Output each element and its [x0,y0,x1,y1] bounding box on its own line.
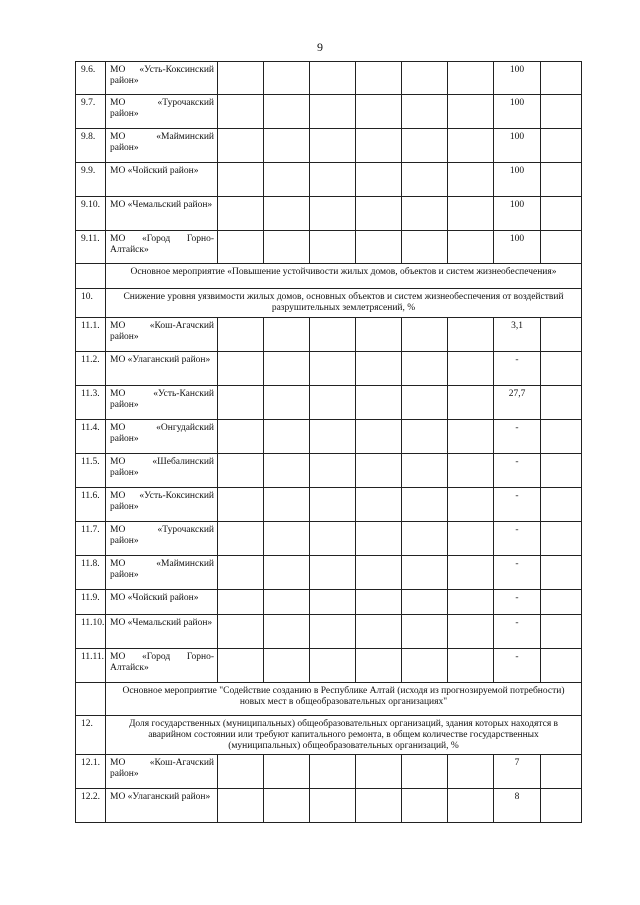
row-number: 12.1. [76,755,106,789]
empty-cell [448,789,494,823]
empty-cell [218,163,264,197]
empty-cell [356,522,402,556]
table-row [76,95,582,129]
table-row [76,197,582,231]
municipality-name: МО «Чемальский район» [106,197,218,231]
empty-cell [356,129,402,163]
municipality-name: МО «Усть-Канский район» [106,386,218,420]
row-number: 10. [76,289,106,318]
table-row [76,454,582,488]
empty-cell [402,649,448,683]
empty-cell [448,163,494,197]
municipality-name: МО «Кош-Агачский район» [106,318,218,352]
table-row [76,615,582,649]
empty-cell [402,197,448,231]
empty-cell [264,649,310,683]
row-number: 9.6. [76,62,106,95]
row-number [76,683,106,716]
empty-cell [402,615,448,649]
empty-cell [541,420,582,454]
empty-cell [356,62,402,95]
target-value: 27,7 [494,386,541,420]
row-number: 11.10. [76,615,106,649]
municipality-name: МО «Чойский район» [106,163,218,197]
empty-cell [356,755,402,789]
empty-cell [448,62,494,95]
section-header-row [76,289,582,318]
target-value: - [494,454,541,488]
empty-cell [448,420,494,454]
row-number: 9.11. [76,231,106,264]
table-row [76,755,582,789]
municipality-name: МО «Город Горно-Алтайск» [106,649,218,683]
empty-cell [541,590,582,615]
table-row [76,420,582,454]
municipality-name: МО «Улаганский район» [106,789,218,823]
target-value: - [494,615,541,649]
empty-cell [356,386,402,420]
empty-cell [402,95,448,129]
empty-cell [402,318,448,352]
empty-cell [310,615,356,649]
empty-cell [264,556,310,590]
table-row [76,163,582,197]
empty-cell [218,352,264,386]
empty-cell [218,755,264,789]
empty-cell [448,352,494,386]
empty-cell [264,386,310,420]
municipality-name: МО «Кош-Агачский район» [106,755,218,789]
row-number: 11.2. [76,352,106,386]
municipality-name: МО «Улаганский район» [106,352,218,386]
empty-cell [541,231,582,264]
row-number: 12.2. [76,789,106,823]
empty-cell [402,556,448,590]
municipality-name: МО «Шебалинский район» [106,454,218,488]
empty-cell [356,488,402,522]
row-number: 9.7. [76,95,106,129]
empty-cell [541,615,582,649]
empty-cell [218,454,264,488]
row-number: 11.5. [76,454,106,488]
empty-cell [218,488,264,522]
empty-cell [541,789,582,823]
municipality-name: МО «Чемальский район» [106,615,218,649]
empty-cell [264,522,310,556]
empty-cell [264,163,310,197]
empty-cell [218,318,264,352]
empty-cell [264,488,310,522]
row-number: 11.9. [76,590,106,615]
empty-cell [402,352,448,386]
empty-cell [402,129,448,163]
empty-cell [448,649,494,683]
empty-cell [218,231,264,264]
table-row [76,556,582,590]
empty-cell [448,755,494,789]
empty-cell [448,615,494,649]
empty-cell [310,62,356,95]
row-number: 9.8. [76,129,106,163]
section-title: Основное мероприятие «Повышение устойчивости жилых домов, объектов и систем жизнеобеспечения» [106,264,582,289]
row-number: 9.9. [76,163,106,197]
empty-cell [264,231,310,264]
empty-cell [356,556,402,590]
empty-cell [310,789,356,823]
empty-cell [310,129,356,163]
target-value: 100 [494,62,541,95]
empty-cell [218,129,264,163]
empty-cell [448,318,494,352]
empty-cell [264,615,310,649]
target-value: - [494,649,541,683]
row-number: 11.6. [76,488,106,522]
empty-cell [310,420,356,454]
empty-cell [264,197,310,231]
target-value: - [494,556,541,590]
target-value: - [494,522,541,556]
empty-cell [356,163,402,197]
row-number: 9.10. [76,197,106,231]
empty-cell [310,95,356,129]
empty-cell [218,556,264,590]
empty-cell [356,352,402,386]
table-row [76,488,582,522]
empty-cell [448,95,494,129]
empty-cell [402,163,448,197]
empty-cell [310,163,356,197]
empty-cell [218,95,264,129]
row-number [76,264,106,289]
empty-cell [356,197,402,231]
empty-cell [310,352,356,386]
municipality-name: МО «Чойский район» [106,590,218,615]
row-number: 11.3. [76,386,106,420]
table-row [76,231,582,264]
table-row [76,62,582,95]
table-row [76,590,582,615]
municipality-name: МО «Город Горно-Алтайск» [106,231,218,264]
empty-cell [448,522,494,556]
empty-cell [448,556,494,590]
empty-cell [402,755,448,789]
table-row [76,318,582,352]
empty-cell [218,615,264,649]
empty-cell [448,129,494,163]
target-value: - [494,488,541,522]
empty-cell [402,231,448,264]
section-title: Основное мероприятие "Содействие созданию в Республике Алтай (исходя из прогнозируемой потребности) новых мест в общеобразовательных организациях" [106,683,582,716]
row-number: 12. [76,716,106,755]
empty-cell [356,649,402,683]
empty-cell [541,163,582,197]
empty-cell [356,615,402,649]
municipality-name: МО «Майминский район» [106,556,218,590]
empty-cell [310,522,356,556]
empty-cell [310,649,356,683]
table-row [76,649,582,683]
section-header-row [76,683,582,716]
empty-cell [402,454,448,488]
empty-cell [310,556,356,590]
empty-cell [264,789,310,823]
row-number: 11.11. [76,649,106,683]
target-value: 100 [494,231,541,264]
empty-cell [541,318,582,352]
target-value: - [494,420,541,454]
empty-cell [264,352,310,386]
empty-cell [541,522,582,556]
table-row [76,129,582,163]
empty-cell [310,197,356,231]
empty-cell [448,386,494,420]
empty-cell [402,522,448,556]
row-number: 11.4. [76,420,106,454]
empty-cell [541,386,582,420]
row-number: 11.8. [76,556,106,590]
empty-cell [541,352,582,386]
section-title: Снижение уровня уязвимости жилых домов, основных объектов и систем жизнеобеспечения от воздействий разрушительных землетрясений, % [106,289,582,318]
empty-cell [264,454,310,488]
empty-cell [541,129,582,163]
table-row [76,522,582,556]
empty-cell [448,454,494,488]
target-value: 8 [494,789,541,823]
empty-cell [448,231,494,264]
empty-cell [448,488,494,522]
target-value: 100 [494,163,541,197]
row-number: 11.1. [76,318,106,352]
empty-cell [356,420,402,454]
empty-cell [310,454,356,488]
municipality-name: МО «Усть-Коксинский район» [106,62,218,95]
indicator-table [75,61,582,823]
empty-cell [448,590,494,615]
target-value: 7 [494,755,541,789]
page-number: 9 [317,40,323,54]
empty-cell [541,62,582,95]
empty-cell [356,454,402,488]
empty-cell [264,755,310,789]
empty-cell [448,197,494,231]
empty-cell [356,318,402,352]
empty-cell [218,522,264,556]
empty-cell [218,386,264,420]
empty-cell [310,488,356,522]
target-value: - [494,590,541,615]
empty-cell [402,386,448,420]
row-number: 11.7. [76,522,106,556]
target-value: - [494,352,541,386]
municipality-name: МО «Турочакский район» [106,95,218,129]
empty-cell [310,755,356,789]
municipality-name: МО «Майминский район» [106,129,218,163]
empty-cell [218,62,264,95]
empty-cell [356,590,402,615]
section-header-row [76,716,582,755]
empty-cell [402,420,448,454]
empty-cell [402,488,448,522]
municipality-name: МО «Усть-Коксинский район» [106,488,218,522]
table-row [76,352,582,386]
empty-cell [402,62,448,95]
target-value: 3,1 [494,318,541,352]
empty-cell [264,590,310,615]
municipality-name: МО «Турочакский район» [106,522,218,556]
empty-cell [310,590,356,615]
table-row [76,789,582,823]
empty-cell [541,488,582,522]
empty-cell [218,590,264,615]
empty-cell [402,789,448,823]
section-title: Доля государственных (муниципальных) общеобразовательных организаций, здания которых находятся в аварийном состоянии или требуют капитального ремонта, в общем количестве государственных (муниципальных) общеобразовательных организаций, % [106,716,582,755]
empty-cell [356,231,402,264]
empty-cell [402,590,448,615]
empty-cell [264,420,310,454]
empty-cell [541,755,582,789]
empty-cell [218,197,264,231]
table-body [76,62,582,823]
target-value: 100 [494,197,541,231]
empty-cell [218,649,264,683]
empty-cell [541,95,582,129]
empty-cell [541,556,582,590]
empty-cell [218,789,264,823]
empty-cell [264,95,310,129]
empty-cell [356,95,402,129]
empty-cell [310,231,356,264]
table-row [76,386,582,420]
empty-cell [541,197,582,231]
empty-cell [264,318,310,352]
empty-cell [310,386,356,420]
empty-cell [218,420,264,454]
empty-cell [264,62,310,95]
municipality-name: МО «Онгудайский район» [106,420,218,454]
section-header-row [76,264,582,289]
empty-cell [310,318,356,352]
empty-cell [541,454,582,488]
empty-cell [541,649,582,683]
target-value: 100 [494,95,541,129]
empty-cell [264,129,310,163]
empty-cell [356,789,402,823]
target-value: 100 [494,129,541,163]
